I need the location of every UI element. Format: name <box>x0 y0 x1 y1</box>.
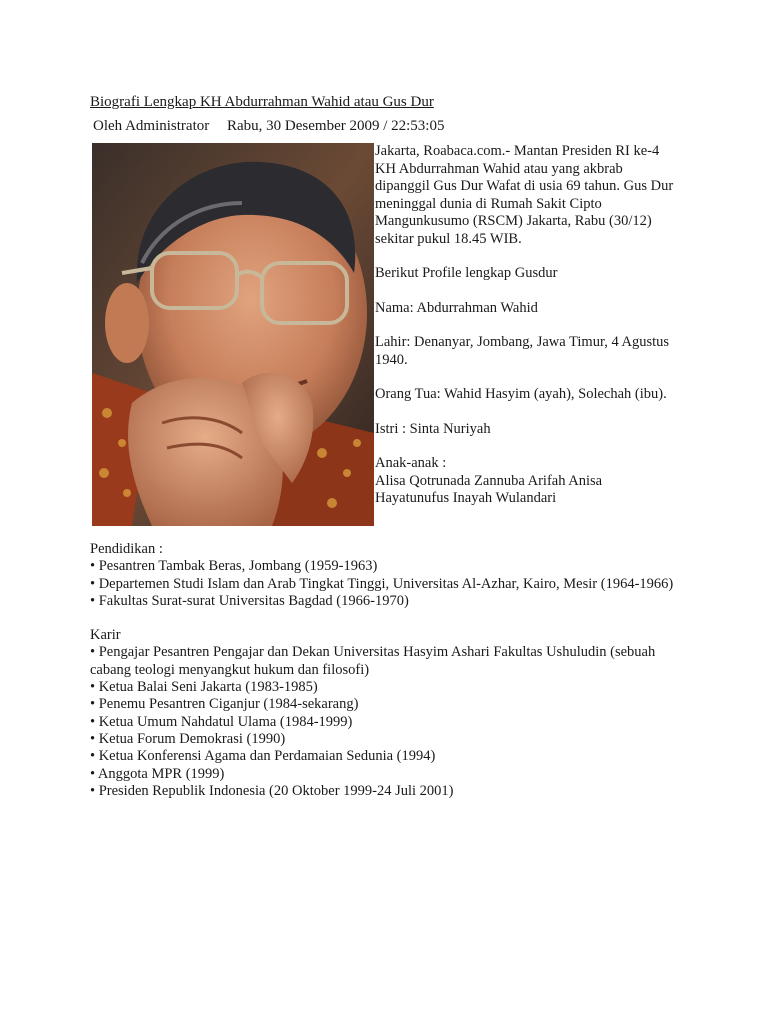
list-item: • Ketua Balai Seni Jakarta (1983-1985) <box>90 679 318 696</box>
children-names: Alisa Qotrunada Zannuba Arifah Anisa Hayatunufus Inayah Wulandari <box>375 472 603 506</box>
list-item: • Ketua Umum Nahdatul Ulama (1984-1999) <box>90 713 353 730</box>
list-item: • Departemen Studi Islam dan Arab Tingkat Tinggi, Universitas Al-Azhar, Kairo, Mesir (1964-1966) <box>90 575 674 592</box>
list-item: • Pesantren Tambak Beras, Jombang (1959-1963) <box>90 558 378 575</box>
list-item: • Penemu Pesantren Ciganjur (1984-sekarang) <box>90 696 359 713</box>
profile-name: Nama: Abdurrahman Wahid <box>375 299 538 316</box>
list-item: • Ketua Konferensi Agama dan Perdamaian Sedunia (1994) <box>90 748 436 765</box>
list-item: • Pengajar Pesantren Pengajar dan Dekan Universitas Hasyim Ashari Fakultas Ushuludin (sebuah cabang teologi menyangkut hukum dan filosofi) <box>90 644 656 678</box>
children-label: Anak-anak : <box>375 455 447 471</box>
profile-heading: Berikut Profile lengkap Gusdur <box>375 265 558 281</box>
list-item: • Fakultas Surat-surat Universitas Bagdad (1966-1970) <box>90 592 409 609</box>
article-author: Oleh Administrator <box>93 118 210 134</box>
article-date: Rabu, 30 Desember 2009 / 22:53:05 <box>227 118 445 134</box>
career-heading: Karir <box>90 627 121 644</box>
education-heading: Pendidikan : <box>90 541 163 557</box>
education-list <box>90 558 680 610</box>
profile-spouse: Istri : Sinta Nuriyah <box>375 420 491 437</box>
intro-column <box>375 143 675 508</box>
profile-parents: Orang Tua: Wahid Hasyim (ayah), Solechah (ibu). <box>375 386 667 402</box>
article-byline <box>93 117 444 135</box>
profile-birth: Lahir: Denanyar, Jombang, Jawa Timur, 4 Agustus 1940. <box>375 334 670 368</box>
career-list <box>90 644 680 800</box>
portrait-photo <box>92 143 374 526</box>
list-item: • Presiden Republik Indonesia (20 Oktober 1999-24 Juli 2001) <box>90 782 454 799</box>
biography-details <box>90 541 680 800</box>
intro-lead: Jakarta, Roabaca.com.- Mantan Presiden RI ke-4 KH Abdurrahman Wahid atau yang akbrab dipanggil Gus Dur Wafat di usia 69 tahun. Gus Dur meninggal dunia di Rumah Sakit Cipto Mangunkusumo (RSCM) Jakarta, Rabu (30/12) sekitar pukul 18.45 WIB. <box>375 143 674 247</box>
list-item: • Ketua Forum Demokrasi (1990) <box>90 730 286 747</box>
article-title: Biografi Lengkap KH Abdurrahman Wahid atau Gus Dur <box>90 94 434 110</box>
list-item: • Anggota MPR (1999) <box>90 765 225 782</box>
